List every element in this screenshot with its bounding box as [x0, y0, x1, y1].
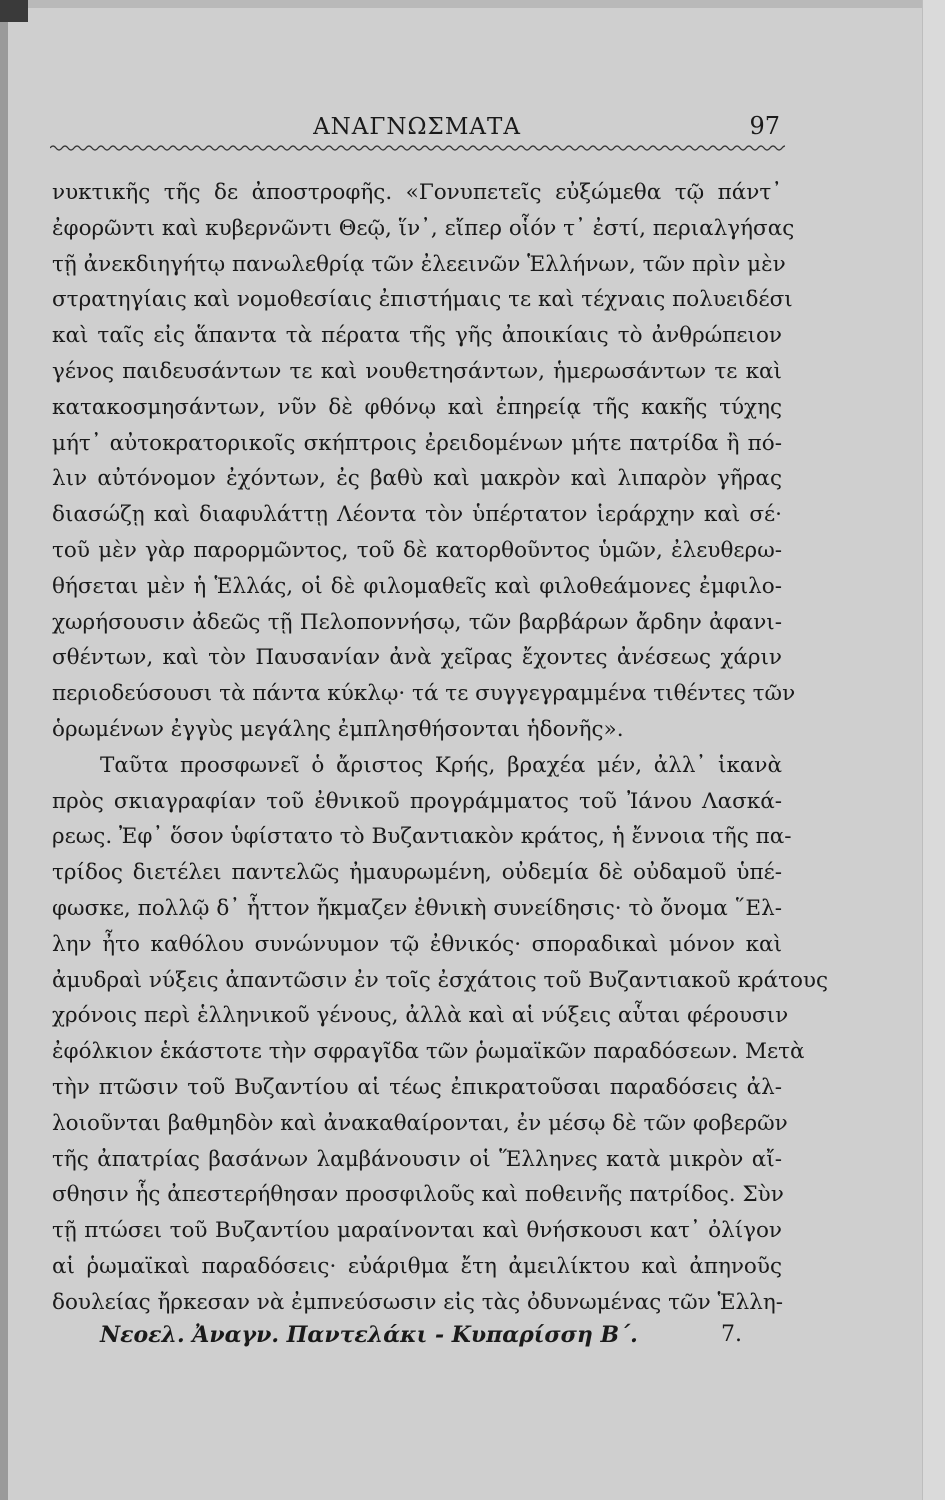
page-header	[52, 112, 782, 146]
text-line-1: νυκτικῆς τῆς δε ἀποστροφῆς. «Γονυπετεῖς εὐξώμεθα τῷ πάντ᾽	[52, 180, 782, 205]
page-footer	[100, 1322, 750, 1362]
text-line-28: τῆς ἀπατρίας βασάνων λαμβάνουσιν οἱ Ἕλληνες κατὰ μικρὸν αἴ-	[52, 1146, 782, 1172]
scan-corner-mark	[0, 0, 28, 22]
text-line-16: ὁρωμένων ἐγγὺς μεγάλης ἐμπλησθήσονται ἡδονῆς».	[52, 716, 624, 742]
footer-signature: 7.	[721, 1322, 742, 1347]
text-line-20: τρίδος διετέλει παντελῶς ἠμαυρωμένη, οὐδεμία δὲ οὐδαμοῦ ὑπέ-	[52, 860, 782, 886]
text-line-13: χωρήσουσιν ἀδεῶς τῇ Πελοποννήσῳ, τῶν βαρβάρων ἄρδην ἀφανι-	[52, 609, 782, 635]
text-line-11: τοῦ μὲν γὰρ παρορμῶντος, τοῦ δὲ κατορθοῦντος ὑμῶν, ἐλευθερω-	[52, 537, 782, 563]
text-line-24: χρόνοις περὶ ἑλληνικοῦ γένους, ἀλλὰ καὶ αἱ νύξεις αὗται φέρουσιν	[52, 1003, 789, 1029]
text-line-5: καὶ ταῖς εἰς ἅπαντα τὰ πέρατα τῆς γῆς ἀποικίαις τὸ ἀνθρώπειον	[52, 323, 782, 349]
text-line-27: λοιοῦνται βαθμηδὸν καὶ ἀνακαθαίρονται, ἐν μέσῳ δὲ τῶν φοβερῶν	[52, 1110, 788, 1136]
text-line-29: σθησιν ἧς ἀπεστερήθησαν προσφιλοῦς καὶ ποθεινῆς πατρίδος. Σὺν	[52, 1182, 784, 1208]
body-text	[52, 175, 829, 1321]
scan-edge-right	[922, 0, 945, 1500]
text-line-26: τὴν πτῶσιν τοῦ Βυζαντίου αἱ τέως ἐπικρατοῦσαι παραδόσεις ἀλ-	[52, 1074, 782, 1100]
text-line-6: γένος παιδευσάντων τε καὶ νουθετησάντων, ἡμερωσάντων τε καὶ	[52, 358, 782, 384]
text-line-3: τῇ ἀνεκδιηγήτῳ πανωλεθρίᾳ τῶν ἐλεεινῶν Ἑλλήνων, τῶν πρὶν μὲν	[52, 251, 786, 277]
wavy-rule	[50, 142, 785, 154]
text-line-14: σθέντων, καὶ τὸν Παυσανίαν ἀνὰ χεῖρας ἔχοντες ἀνέσεως χάριν	[52, 645, 782, 671]
text-line-2: ἐφορῶντι καὶ κυβερνῶντι Θεῷ, ἵν᾽, εἴπερ οἷόν τ᾽ ἐστί, περιαλγήσας	[52, 215, 795, 241]
text-line-10: διασώζῃ καὶ διαφυλάττῃ Λέοντα τὸν ὑπέρτατον ἱεράρχην καὶ σέ·	[52, 502, 782, 528]
text-line-22: λην ἦτο καθόλου συνώνυμον τῷ ἐθνικός· σποραδικαὶ μόνον καὶ	[52, 931, 782, 957]
text-line-8: μήτ᾽ αὐτοκρατορικοῖς σκήπτροις ἐρειδομένων μήτε πατρίδα ἢ πό-	[52, 430, 782, 456]
text-line-17: Ταῦτα προσφωνεῖ ὁ ἄριστος Κρής, βραχέα μέν, ἀλλ᾽ ἱκανὰ	[100, 752, 782, 778]
text-line-12: θήσεται μὲν ἡ Ἑλλάς, οἱ δὲ φιλομαθεῖς καὶ φιλοθεάμονες ἐμφιλο-	[52, 573, 782, 599]
text-line-7: κατακοσμησάντων, νῦν δὲ φθόνῳ καὶ ἐπηρείᾳ τῆς κακῆς τύχης	[52, 394, 782, 420]
text-line-15: περιοδεύσουσι τὰ πάντα κύκλῳ· τά τε συγγεγραμμένα τιθέντες τῶν	[52, 681, 796, 707]
running-title: ΑΝΑΓΝΩΣΜΑΤΑ	[313, 114, 521, 140]
scan-edge-top	[0, 0, 945, 8]
text-line-30: τῇ πτώσει τοῦ Βυζαντίου μαραίνονται καὶ θνήσκουσι κατ᾽ ὀλίγον	[52, 1218, 782, 1244]
text-line-32: δουλείας ἤρκεσαν νὰ ἐμπνεύσωσιν εἰς τὰς ὀδυνωμένας τῶν Ἑλλη-	[52, 1289, 783, 1315]
text-line-25: ἐφόλκιον ἑκάστοτε τὴν σφραγῖδα τῶν ῥωμαϊκῶν παραδόσεων. Μετὰ	[52, 1039, 805, 1065]
text-line-21: φωσκε, πολλῷ δ᾽ ἧττον ἤκμαζεν ἐθνικὴ συνείδησις· τὸ ὄνομα ῞Ελ-	[52, 895, 782, 921]
text-line-4: στρατηγίαις καὶ νομοθεσίαις ἐπιστήμαις τε καὶ τέχναις πολυειδέσι	[52, 287, 793, 313]
text-line-19: ρεως. Ἐφ᾽ ὅσον ὑφίστατο τὸ Βυζαντιακὸν κράτος, ἡ ἔννοια τῆς πα-	[52, 824, 792, 850]
page-number: 97	[749, 112, 780, 140]
footer-book-title: Νεοελ. Ἀναγν. Παντελάκι - Κυπαρίσση Β΄.	[100, 1322, 638, 1348]
text-line-18: πρὸς σκιαγραφίαν τοῦ ἐθνικοῦ προγράμματος τοῦ Ἰάνου Λασκά-	[52, 788, 782, 814]
text-line-23: ἀμυδραὶ νύξεις ἀπαντῶσιν ἐν τοῖς ἐσχάτοις τοῦ Βυζαντιακοῦ κράτους	[52, 967, 829, 993]
scan-edge-left	[0, 0, 8, 1500]
text-line-9: λιν αὐτόνομον ἐχόντων, ἐς βαθὺ καὶ μακρὸν καὶ λιπαρὸν γῆρας	[52, 466, 782, 492]
text-line-31: αἱ ῥωμαϊκαὶ παραδόσεις· εὐάριθμα ἔτη ἀμειλίκτου καὶ ἀπηνοῦς	[52, 1253, 782, 1279]
